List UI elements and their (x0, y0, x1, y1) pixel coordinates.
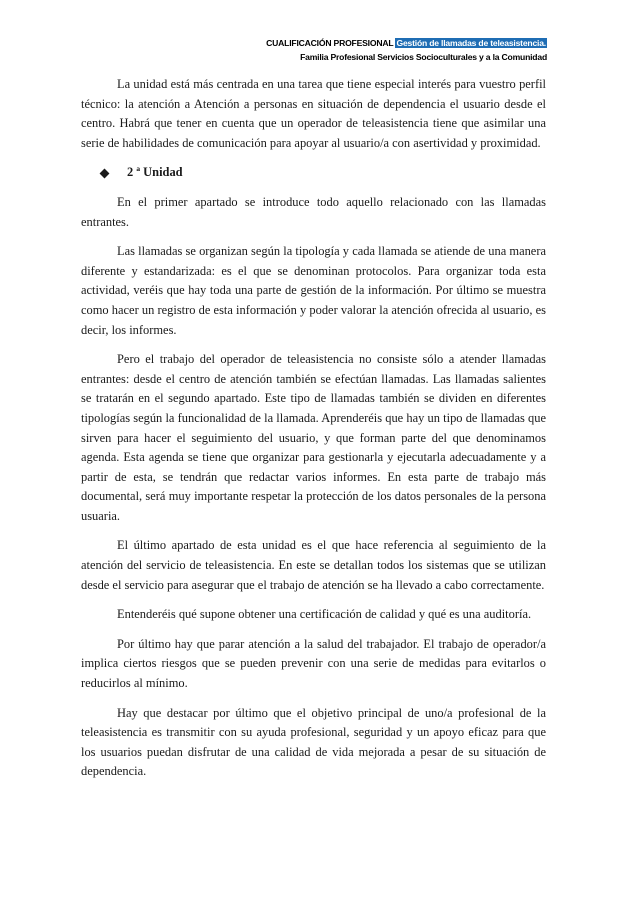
paragraph-4: El último apartado de esta unidad es el que hace referencia al seguimiento de la atención del servicio de teleasistencia. En este se detallan todos los sistemas que se utilizan desde el servicio para asegurar que el trabajo de atención se ha llevado a cabo correctamente. (81, 538, 546, 592)
section-heading-label: 2 ª Unidad (127, 165, 183, 180)
paragraph-3: Pero el trabajo del operador de teleasistencia no consiste sólo a atender llamadas entrantes: desde el centro de atención también se efectúan llamadas. Las llamadas salientes se tratarán en el segundo apartado. Este tipo de llamadas también se dividen en diferentes tipologías según la funcionalidad de la llamada. Aprenderéis que hay un tipo de llamadas que sirven para hacer el seguimiento del usuario, y que forman parte del que denominamos agenda. Esta agenda se tiene que organizar para gestionarla y ejecutarla adecuadamente y a partir de esta, se tendrán que redactar varios informes. En esta parte de trabajo más documental, será muy importante respetar la protección de los datos personales de la persona usuaria. (81, 352, 546, 523)
paragraph-2: Las llamadas se organizan según la tipología y cada llamada se atiende de una manera diferente y estandarizada: es el que se denominan protocolos. Para organizar toda esta actividad, veréis que hay toda una parte de gestión de la información. Por último se muestra como hacer un registro de esta información y poder valorar la atención ofrecida al usuario, es decir, los informes. (81, 244, 546, 337)
paragraph-7: Hay que destacar por último que el objetivo principal de uno/a profesional de la teleasistencia es transmitir con su ayuda profesional, seguridad y un apoyo eficaz para que los usuarios puedan disfrutar de una calidad de vida mejorada a pesar de su situación de dependencia. (81, 705, 546, 779)
document-body (81, 75, 546, 792)
header-line-1 (266, 36, 547, 50)
paragraph-1: En el primer apartado se introduce todo aquello relacionado con las llamadas entrantes. (81, 194, 546, 229)
paragraph-6: Por último hay que parar atención a la salud del trabajador. El trabajo de operador/a implica ciertos riesgos que se pueden prevenir con una serie de medidas para evitarlos o reducirlos al mínimo. (81, 636, 546, 691)
header-line-2: Familia Profesional Servicios Socioculturales y a la Comunidad (300, 52, 547, 62)
section-heading (81, 163, 546, 183)
page-header (266, 36, 547, 64)
diamond-bullet-icon (100, 168, 110, 178)
header-course-title: Gestión de llamadas de teleasistencia. (396, 38, 546, 48)
header-qualification-label: CUALIFICACIÓN PROFESIONAL (266, 38, 394, 48)
paragraph-5: Entenderéis qué supone obtener una certificación de calidad y qué es una auditoría. (117, 607, 532, 622)
intro-paragraph: La unidad está más centrada en una tarea que tiene especial interés para vuestro perfil técnico: la atención a Atención a personas en situación de dependencia el usuario desde el centro. Habrá que tener en cuenta que un operador de teleasistencia tiene que asimilar una serie de habilidades de comunicación para apoyar al usuario/a con asertividad y proximidad. (81, 77, 546, 150)
